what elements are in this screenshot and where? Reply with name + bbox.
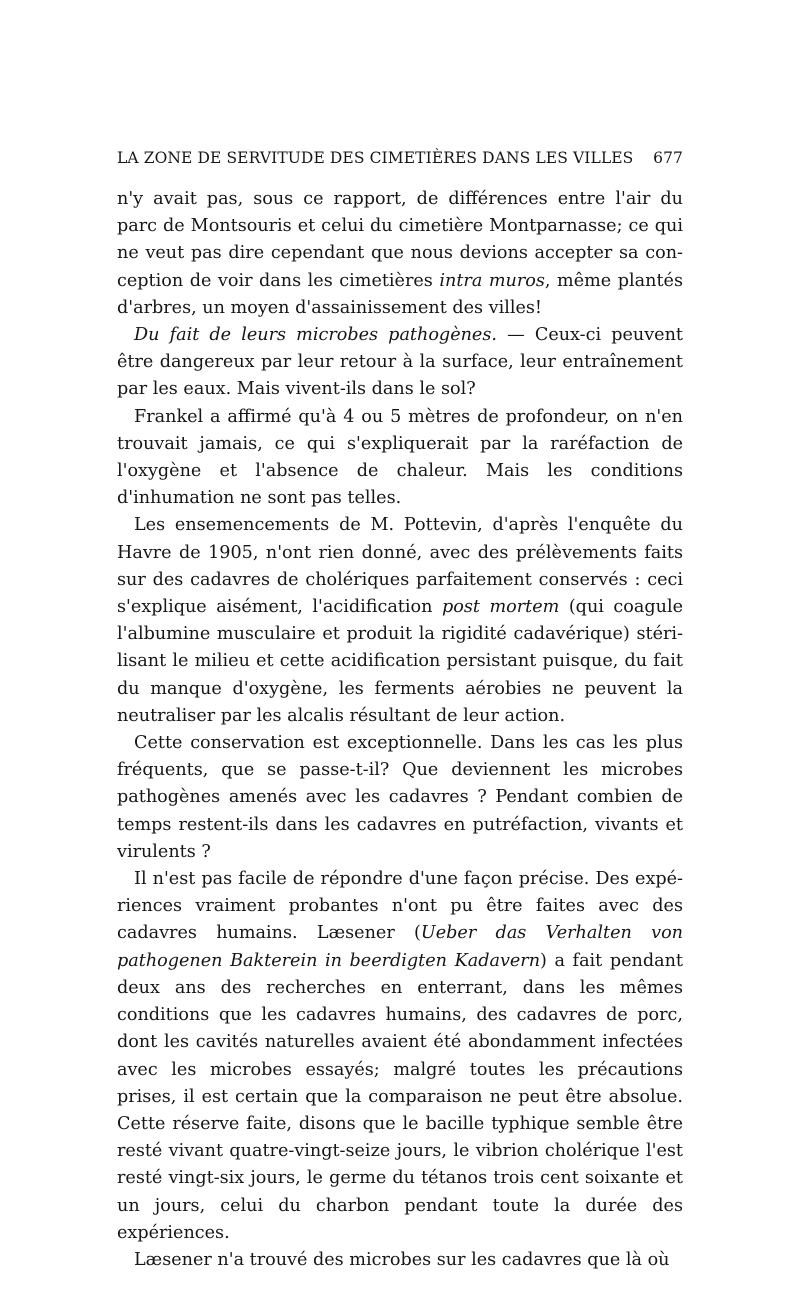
paragraph bbox=[117, 730, 683, 866]
text-run: Les ensemencements de M. Pottevin, d'après l'enquête du Havre de 1905, n'ont rien donné, avec des prélèvements faits sur des cadavres de cholériques parfaitement conservés : ceci s'explique aisément, l'acidification bbox=[117, 515, 683, 618]
text-run: Cette conservation est exceptionnelle. Dans les cas les plus fréquents, que se passe-t-il? Que deviennent les microbes pathogènes amenés avec les cadavres ? Pendant combien de temps restent-ils dans les cadavres en putréfaction, vivants et virulents ? bbox=[117, 733, 683, 862]
running-title: LA ZONE DE SERVITUDE DES CIMETIÈRES DANS LES VILLES bbox=[117, 149, 634, 167]
text-run: (qui coagule l'albumine musculaire et produit la rigidité cadavérique) stérilisant le milieu et cette acidification persistant puisque, du fait du manque d'oxygène, les ferments aérobies ne peuvent la neutraliser par les alcalis résultant de leur action. bbox=[117, 597, 683, 726]
paragraph bbox=[117, 186, 683, 322]
italic-text: intra muros bbox=[439, 270, 545, 291]
text-run: — Ceux-ci peuvent être dangereux par leur retour à la surface, leur entraînement par les eaux. Mais vivent-ils dans le sol? bbox=[117, 325, 683, 400]
text-run: Frankel a affirmé qu'à 4 ou 5 mètres de profondeur, on n'en trouvait jamais, ce qui s'expliquerait par la raréfaction de l'oxygène et l'absence de chaleur. Mais les conditions d'inhumation ne sont pas telles. bbox=[117, 406, 683, 509]
paragraph bbox=[117, 866, 683, 1247]
italic-text: Du fait de leurs microbes pathogènes. bbox=[134, 325, 497, 346]
paragraph bbox=[117, 404, 683, 513]
text-run: ) a fait pendant deux ans des recherches en enterrant, dans les mêmes conditions que les cadavres humains, des cadavres de porc, dont les cavités naturelles avaient été abondamment infectées avec les microbes essayés; malgré toutes les précautions prises, il est certain que la comparaison ne peut être absolue. Cette réserve faite, disons que le bacille typhique semble être resté vivant quatre-vingt-seize jours, le vibrion cholérique l'est resté vingt-six jours, le germe du tétanos trois cent soixante et un jours, celui du charbon pendant toute la durée des expériences. bbox=[117, 950, 683, 1243]
text-run: Læsener n'a trouvé des microbes sur les cadavres que là où bbox=[134, 1249, 670, 1270]
italic-text: post mortem bbox=[441, 597, 560, 618]
body-text bbox=[117, 186, 683, 1274]
paragraph bbox=[117, 322, 683, 404]
page-number: 677 bbox=[653, 149, 683, 167]
text-run: Il n'est pas facile de répondre d'une façon précise. Des expériences vraiment probantes n'ont pu être faites avec des cadavres humains. Læsener ( bbox=[117, 869, 683, 944]
text-run: n'y avait pas, sous ce rapport, de différences entre l'air du parc de Montsouris et celui du cimetière Montparnasse; ce qui ne veut pas dire cependant que nous devions accepter sa conception de voir dans les cimetières bbox=[117, 189, 683, 291]
text-run: , même plantés d'arbres, un moyen d'assainissement des villes! bbox=[117, 270, 683, 318]
italic-text: Ueber das Verhalten von pathogenen Bakterein in beerdigten Kadavern bbox=[117, 923, 683, 971]
paragraph bbox=[117, 1247, 683, 1274]
paragraph bbox=[117, 512, 683, 730]
